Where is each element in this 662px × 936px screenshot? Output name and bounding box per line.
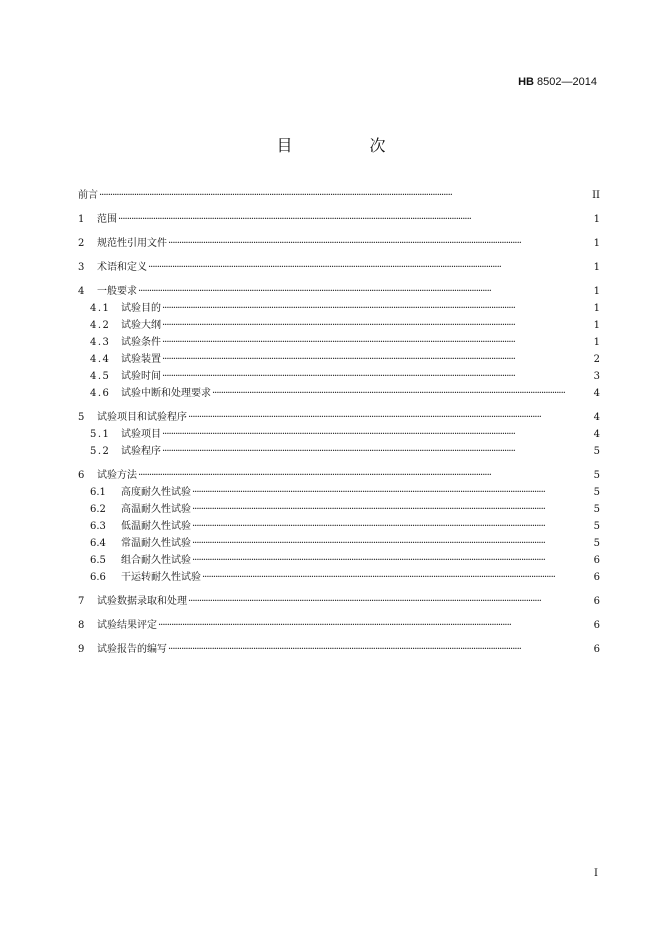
toc-entry-number: 6.4 (90, 538, 106, 549)
toc-entry[interactable] (78, 552, 600, 569)
toc-entry[interactable] (78, 501, 600, 518)
dot-leader (158, 617, 593, 634)
dot-leader (162, 300, 593, 317)
toc-entry-page: 5 (593, 538, 600, 549)
toc-entry-label: 常温耐久性试验 (121, 538, 191, 549)
toc-entry[interactable] (78, 283, 600, 300)
toc-entry-number: 6.3 (90, 521, 106, 532)
toc-entry-page: 6 (593, 572, 600, 583)
toc-entry-page: 6 (593, 596, 600, 607)
toc-entry-label: 试验程序 (121, 446, 161, 457)
toc-entry-number: 6.2 (90, 504, 106, 515)
dot-leader (192, 501, 593, 518)
toc-entry[interactable] (78, 467, 600, 484)
standard-prefix: HB (518, 76, 534, 88)
standard-code (518, 76, 597, 88)
toc-entry[interactable] (78, 211, 600, 228)
toc-entry[interactable] (78, 484, 600, 501)
dot-leader (192, 552, 593, 569)
dot-leader (168, 641, 593, 658)
dot-leader (148, 259, 593, 276)
toc-entry-page: 1 (593, 286, 600, 297)
dot-leader (162, 443, 593, 460)
toc-entry-page: 4 (593, 412, 600, 423)
toc-entry-number: 9 (78, 644, 85, 655)
toc-entry-label: 规范性引用文件 (97, 238, 167, 249)
dot-leader (118, 211, 593, 228)
dot-leader (192, 518, 593, 535)
toc-entry-page: 1 (593, 262, 600, 273)
toc-entry-label: 试验方法 (97, 470, 137, 481)
page-number: I (594, 868, 598, 879)
dot-leader (192, 484, 593, 501)
toc-entry-number: 6 (78, 470, 85, 481)
toc-entry[interactable] (78, 317, 600, 334)
table-of-contents (78, 187, 600, 658)
toc-entry[interactable] (78, 259, 600, 276)
toc-entry-page: 3 (593, 371, 600, 382)
toc-entry[interactable] (78, 351, 600, 368)
toc-entry-number: 6.1 (90, 487, 106, 498)
toc-entry[interactable] (78, 409, 600, 426)
toc-entry-label: 试验时间 (121, 371, 161, 382)
toc-entry-page: 1 (593, 337, 600, 348)
toc-entry-page: 6 (593, 555, 600, 566)
toc-entry-page: II (592, 190, 600, 201)
toc-entry-label: 干运转耐久性试验 (121, 572, 201, 583)
toc-entry-label: 试验大纲 (121, 320, 161, 331)
toc-entry-page: 5 (593, 504, 600, 515)
dot-leader (212, 385, 593, 402)
dot-leader (168, 235, 593, 252)
toc-entry-number: 4.4 (90, 354, 111, 365)
toc-entry[interactable] (78, 187, 600, 204)
toc-entry[interactable] (78, 300, 600, 317)
toc-entry-number: 2 (78, 238, 85, 249)
toc-entry-label: 试验报告的编写 (97, 644, 167, 655)
toc-entry[interactable] (78, 368, 600, 385)
toc-entry[interactable] (78, 617, 600, 634)
toc-entry[interactable] (78, 569, 600, 586)
toc-entry-label: 试验数据录取和处理 (97, 596, 187, 607)
toc-entry-label: 试验项目 (121, 429, 161, 440)
toc-entry-page: 1 (593, 238, 600, 249)
toc-entry-page: 2 (593, 354, 600, 365)
toc-entry-number: 4.3 (90, 337, 111, 348)
toc-entry-page: 5 (593, 470, 600, 481)
toc-entry-number: 4 (78, 286, 85, 297)
dot-leader (162, 368, 593, 385)
toc-entry[interactable] (78, 334, 600, 351)
toc-entry-page: 6 (593, 644, 600, 655)
toc-entry[interactable] (78, 593, 600, 610)
toc-entry[interactable] (78, 518, 600, 535)
toc-entry-number: 1 (78, 214, 85, 225)
toc-entry-number: 7 (78, 596, 85, 607)
toc-entry-number: 4.5 (90, 371, 111, 382)
toc-entry-page: 5 (593, 521, 600, 532)
dot-leader (138, 283, 593, 300)
dot-leader (99, 187, 591, 204)
toc-entry-page: 4 (593, 429, 600, 440)
dot-leader (138, 467, 593, 484)
toc-entry-page: 4 (593, 388, 600, 399)
toc-entry-label: 高温耐久性试验 (121, 504, 191, 515)
toc-entry-page: 1 (593, 303, 600, 314)
dot-leader (202, 569, 593, 586)
toc-entry-number: 6.5 (90, 555, 106, 566)
toc-entry[interactable] (78, 443, 600, 460)
toc-entry-number: 3 (78, 262, 85, 273)
toc-entry-label: 一般要求 (97, 286, 137, 297)
toc-entry-label: 试验中断和处理要求 (121, 388, 211, 399)
toc-entry-label: 范围 (97, 214, 117, 225)
toc-entry-page: 6 (593, 620, 600, 631)
toc-entry-number: 4.1 (90, 303, 111, 314)
toc-entry[interactable] (78, 235, 600, 252)
dot-leader (162, 351, 593, 368)
toc-entry-page: 1 (593, 214, 600, 225)
toc-entry[interactable] (78, 426, 600, 443)
toc-entry-label: 低温耐久性试验 (121, 521, 191, 532)
toc-entry-page: 5 (593, 487, 600, 498)
toc-entry-number: 5.2 (90, 446, 111, 457)
dot-leader (188, 409, 593, 426)
toc-entry-number: 4.6 (90, 388, 111, 399)
toc-entry-label: 组合耐久性试验 (121, 555, 191, 566)
toc-entry-number: 8 (78, 620, 85, 631)
toc-entry-label: 试验装置 (121, 354, 161, 365)
toc-entry-number: 5.1 (90, 429, 111, 440)
dot-leader (162, 334, 593, 351)
toc-entry-label: 试验结果评定 (97, 620, 157, 631)
toc-entry-label: 试验项目和试验程序 (97, 412, 187, 423)
toc-entry-label: 高度耐久性试验 (121, 487, 191, 498)
toc-entry-number: 4.2 (90, 320, 111, 331)
dot-leader (188, 593, 593, 610)
dot-leader (162, 426, 593, 443)
toc-entry[interactable] (78, 385, 600, 402)
toc-entry-page: 5 (593, 446, 600, 457)
toc-entry-label: 试验目的 (121, 303, 161, 314)
dot-leader (162, 317, 593, 334)
toc-entry[interactable] (78, 641, 600, 658)
toc-entry-label: 前言 (78, 190, 98, 201)
toc-entry-number: 6.6 (90, 572, 106, 583)
toc-entry-number: 5 (78, 412, 85, 423)
standard-number: 8502—2014 (537, 76, 597, 88)
toc-entry-page: 1 (593, 320, 600, 331)
toc-entry[interactable] (78, 535, 600, 552)
toc-entry-label: 试验条件 (121, 337, 161, 348)
page-title: 目 次 (276, 136, 422, 155)
toc-entry-label: 术语和定义 (97, 262, 147, 273)
dot-leader (192, 535, 593, 552)
